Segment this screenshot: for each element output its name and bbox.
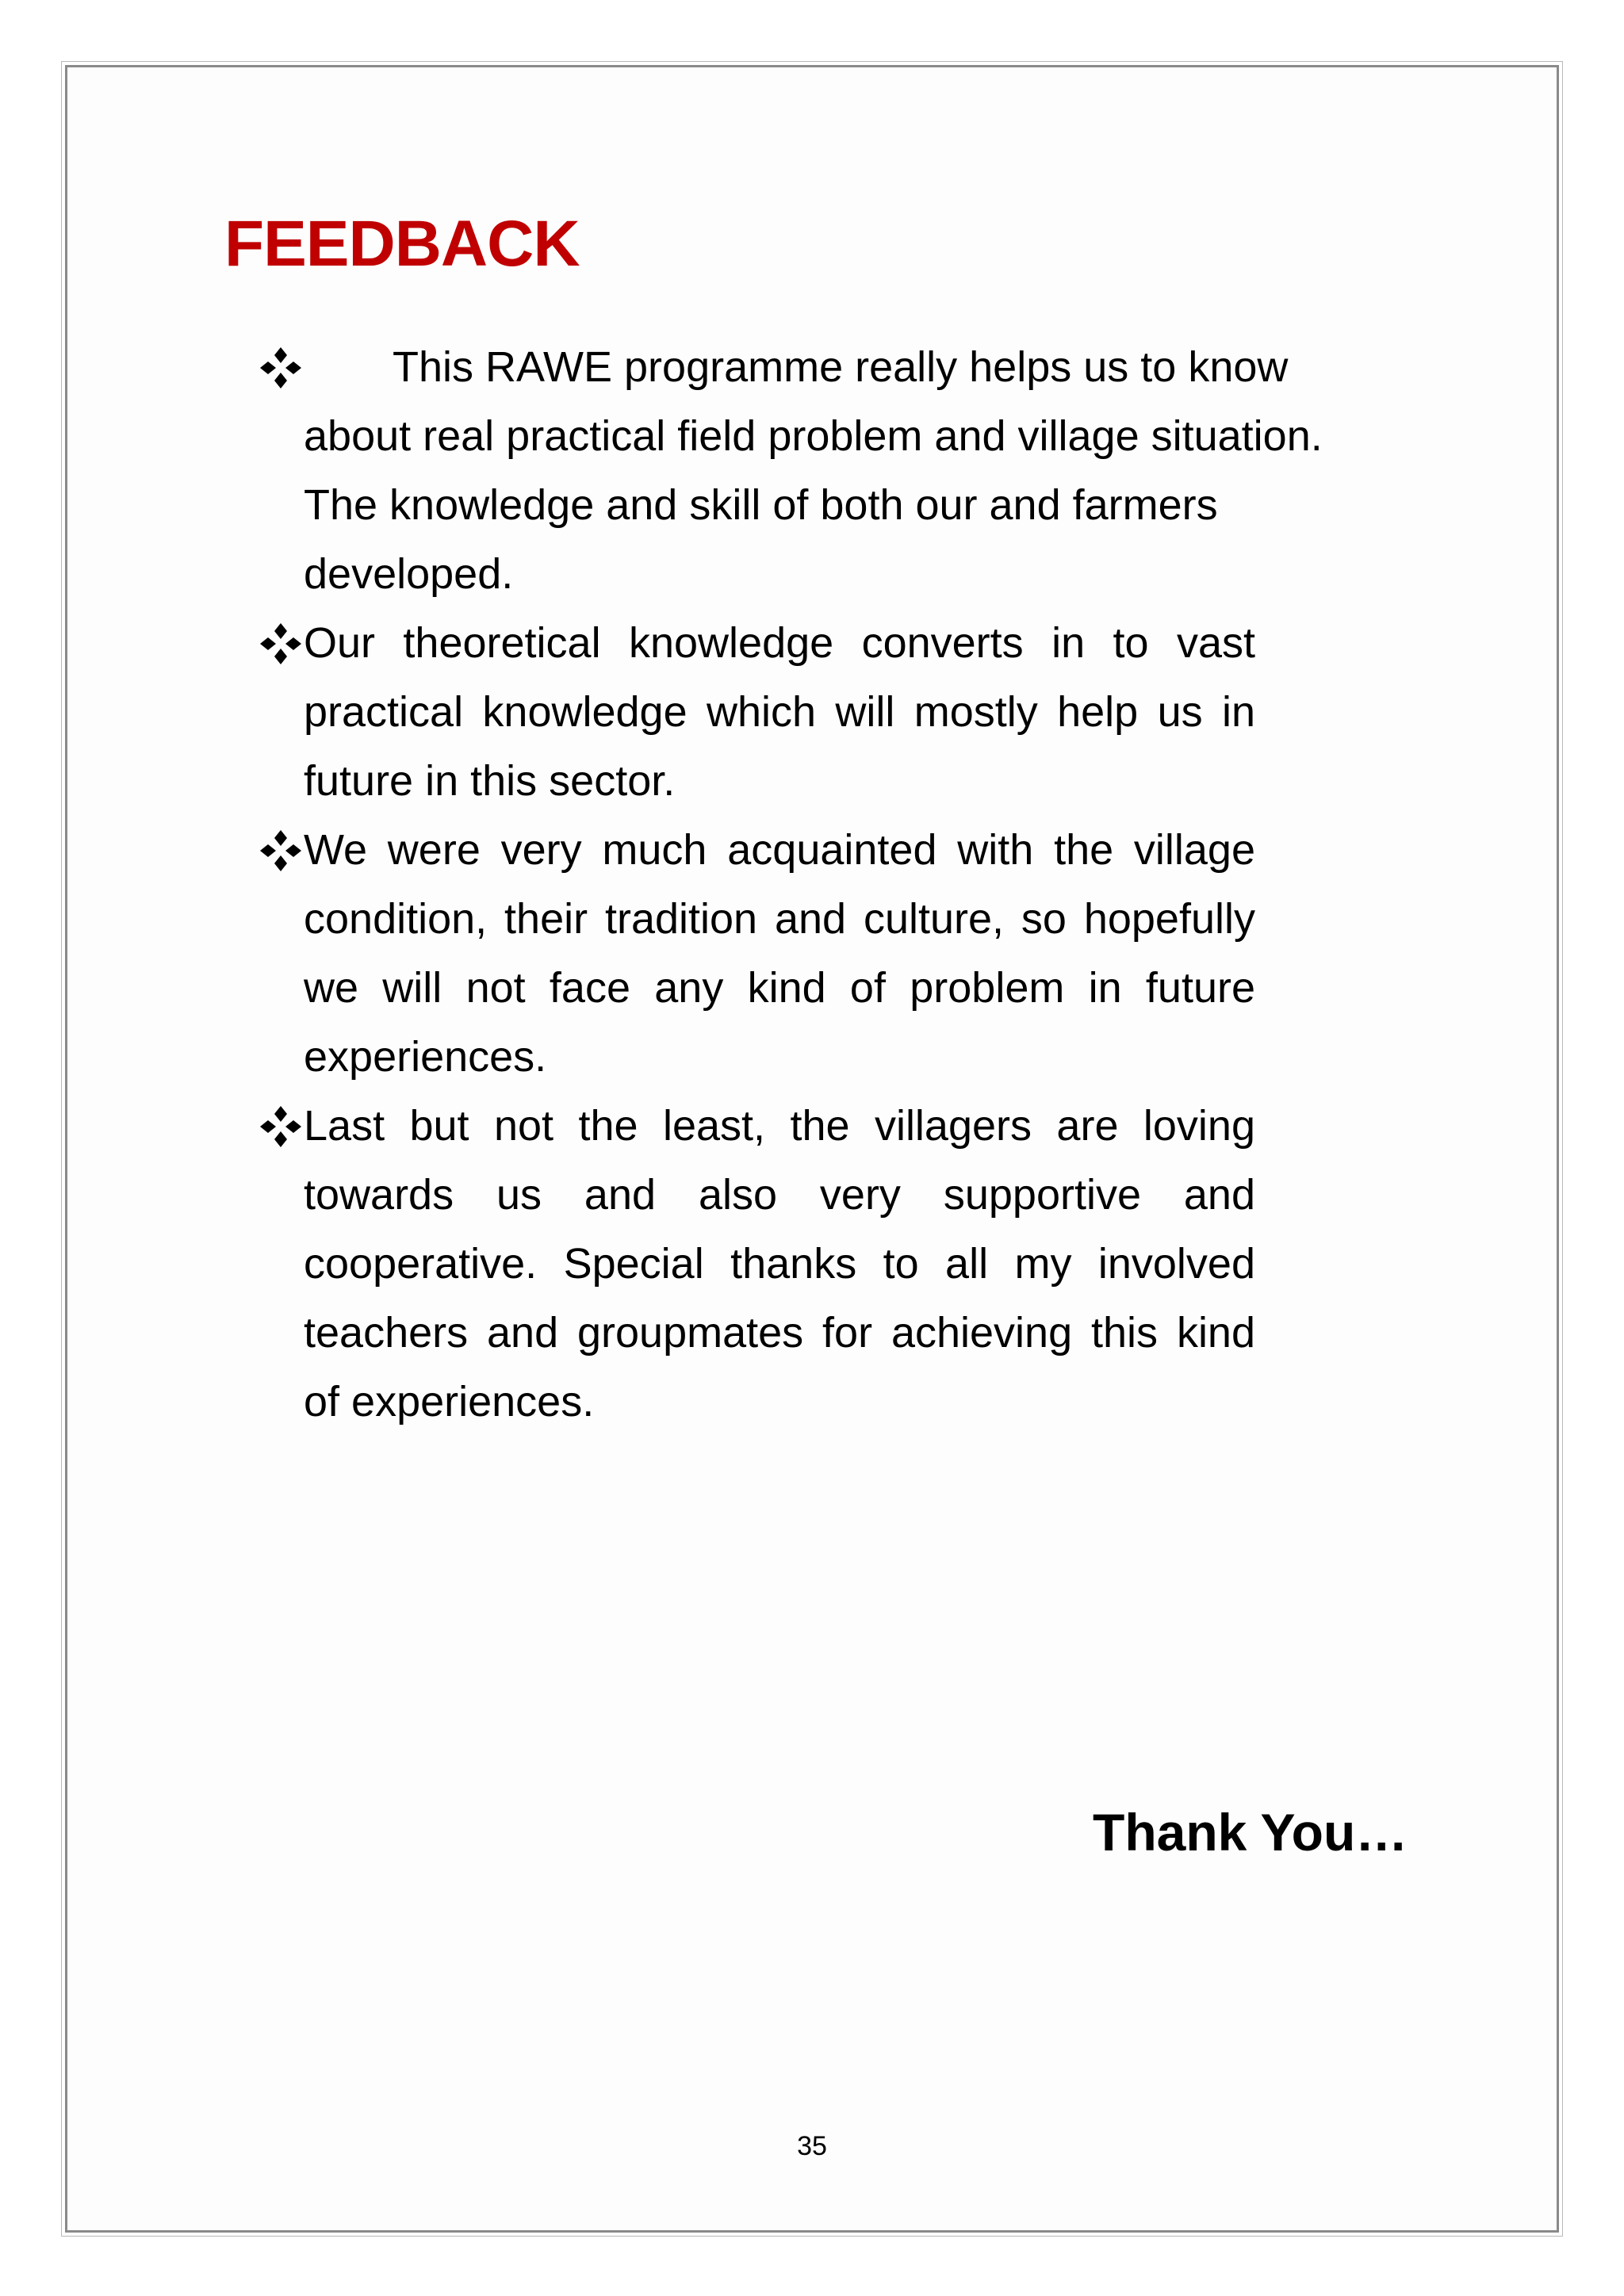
- feedback-item-text: We were very much acquainted with the village condition, their tradition and culture, so hopefully we will not face any kind of problem in future experiences.: [304, 826, 1255, 1081]
- page-number: 35: [797, 2131, 827, 2161]
- feedback-list: [259, 333, 1385, 1437]
- feedback-item: [259, 609, 1255, 816]
- four-diamond-bullet-icon: [259, 622, 303, 666]
- four-diamond-bullet-icon: [259, 828, 303, 873]
- feedback-item-text: Our theoretical knowledge converts in to vast practical knowledge which will mostly help us in future in this sector.: [304, 619, 1255, 805]
- feedback-item: [259, 1092, 1255, 1437]
- four-diamond-bullet-icon: [259, 346, 303, 390]
- feedback-item-text: Last but not the least, the villagers are loving towards us and also very supportive and cooperative. Special thanks to all my involved teachers and groupmates for achieving this kind of experiences.: [304, 1102, 1255, 1425]
- closing-text: Thank You…: [1093, 1803, 1408, 1862]
- feedback-item-text: This RAWE programme really helps us to know about real practical field problem and village situation. The knowledge and skill of both our and farmers developed.: [304, 343, 1323, 598]
- feedback-item: [259, 333, 1398, 609]
- page-title: FEEDBACK: [224, 208, 580, 280]
- four-diamond-bullet-icon: [259, 1104, 303, 1149]
- feedback-item: [259, 816, 1255, 1092]
